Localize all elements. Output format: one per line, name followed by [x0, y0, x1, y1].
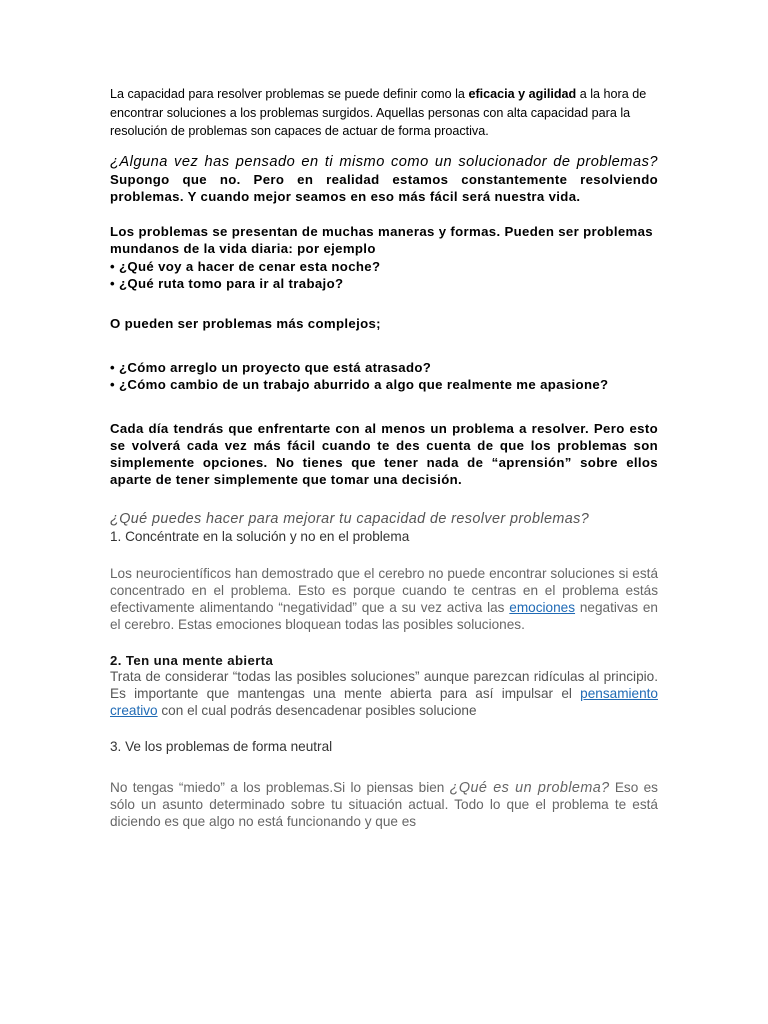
intro-text-2: a la hora de encontrar soluciones a los problemas surgidos. Aquellas personas con alta capacidad para la resolución de problemas son capaces de actuar de forma proactiva.: [110, 87, 647, 138]
complex-bullet-1: • ¿Cómo arreglo un proyecto que está atrasado?: [110, 360, 432, 376]
section-improve: [110, 511, 658, 546]
examples-line-1: Los problemas se presentan de muchas maneras y formas. Pueden ser problemas: [110, 224, 653, 240]
paragraph-complex: O pueden ser problemas más complejos;: [110, 315, 381, 331]
open-mind-text-2: con el cual podrás desencadenar posibles solucione: [157, 702, 477, 718]
neuro-text-2: negativas en el cerebro. Estas emociones bloquean todas las posibles soluciones.: [110, 600, 658, 633]
open-mind-text-1: Trata de considerar “todas las posibles soluciones” aunque parezcan ridículas al principio. Es importante que mantengas una mente abierta para así impulsar el: [110, 668, 658, 701]
complex-bullet-2: • ¿Cómo cambio de un trabajo aburrido a algo que realmente me apasione?: [110, 377, 609, 393]
neutral-question: ¿Qué es un problema?: [449, 779, 610, 796]
neutral-text-2: Eso es sólo un asunto determinado sobre tu situación actual. Todo lo que el problema te está diciendo es que algo no está funcionando y que es: [110, 779, 658, 829]
emociones-link[interactable]: emociones: [509, 600, 576, 616]
paragraph-daily: Cada día tendrás que enfrentarte con al menos un problema a resolver. Pero esto se volverá cada vez más fácil cuando te des cuenta de que los problemas son simplemente opciones. No tienes que tener nada de “aprensión” sobre ellos aparte de tener simplemente que tomar una decisión.: [110, 420, 658, 488]
paragraph-neuro: [110, 566, 658, 634]
open-mind-text: [110, 669, 658, 720]
paragraph-examples: [110, 223, 658, 292]
paragraph-neutral: [110, 780, 658, 831]
neuro-text-1: Los neurocientíficos han demostrado que el cerebro no puede encontrar soluciones si está concentrado en el problema. Esto es porque cuando te centras en el problema estás efectivamente alimentando “negatividad” que a su vez activa las: [110, 566, 658, 616]
item-3: 3. Ve los problemas de forma neutral: [110, 738, 333, 754]
section-open-mind: [110, 652, 658, 720]
question-italic: ¿Alguna vez has pensado en ti mismo como un solucionador de problemas?: [110, 153, 658, 170]
examples-bullet-2: • ¿Qué ruta tomo para ir al trabajo?: [110, 275, 344, 291]
examples-line-2: mundanos de la vida diaria: por ejemplo: [110, 241, 376, 257]
intro-bold: eficacia y agilidad: [468, 87, 577, 101]
examples-bullet-1: • ¿Qué voy a hacer de cenar esta noche?: [110, 258, 381, 274]
improve-question: ¿Qué puedes hacer para mejorar tu capacidad de resolver problemas?: [110, 511, 590, 528]
improve-item-1: 1. Concéntrate en la solución y no en el problema: [110, 529, 410, 545]
open-mind-heading: 2. Ten una mente abierta: [110, 652, 274, 668]
intro-paragraph: [110, 85, 658, 141]
paragraph-question: [110, 153, 658, 206]
question-rest: Supongo que no. Pero en realidad estamos constantemente resolviendo problemas. Y cuando mejor seamos en eso más fácil será nuestra vida.: [110, 171, 658, 204]
intro-text-1: La capacidad para resolver problemas se puede definir como la: [110, 87, 469, 101]
pensamiento-creativo-link[interactable]: pensamiento creativo: [110, 685, 658, 718]
neutral-text-1: No tengas “miedo” a los problemas.Si lo piensas bien: [110, 779, 450, 795]
paragraph-complex-bullets: [110, 359, 658, 393]
